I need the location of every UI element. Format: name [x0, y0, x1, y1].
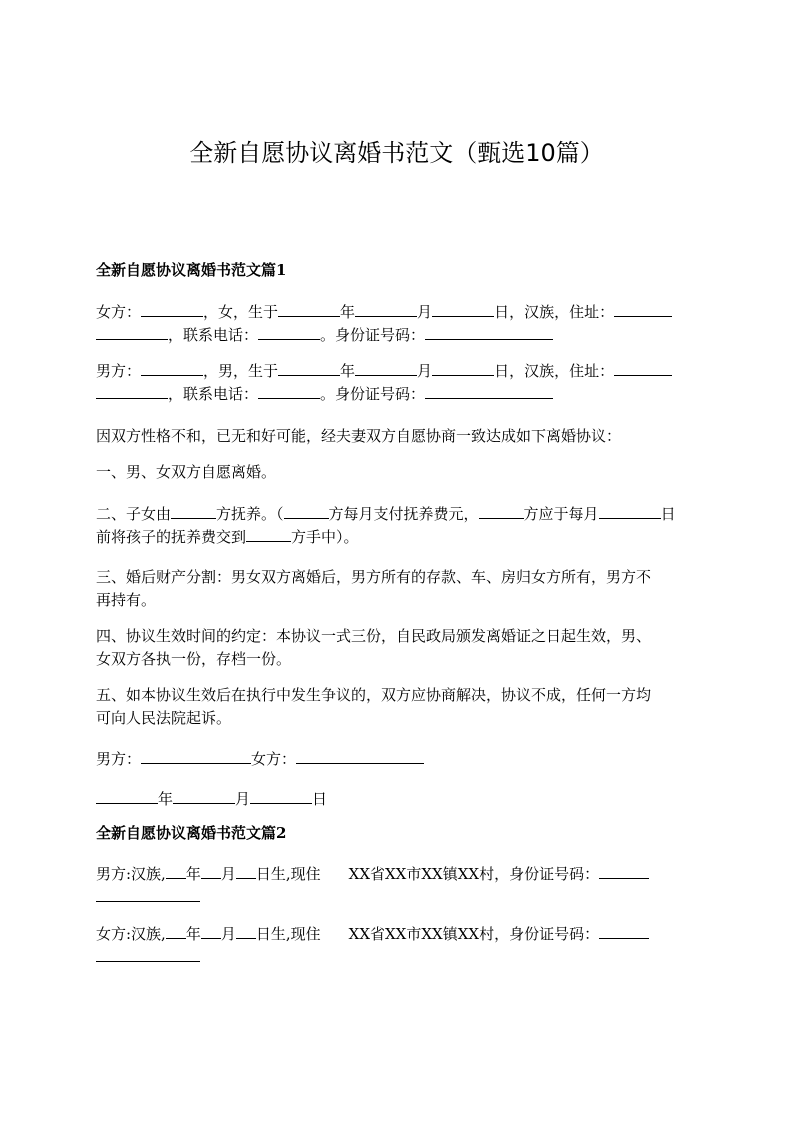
section-heading-1: 全新自愿协议离婚书范文篇1: [96, 261, 287, 279]
male-signature-blank: [141, 748, 251, 764]
female-signature-blank: [296, 748, 424, 764]
date-line: 年 月 日: [96, 788, 327, 810]
male-info-line-2: ，联系电话： 。身份证号码：: [96, 383, 553, 405]
clause-3-line-2: 再持有。: [96, 591, 157, 609]
clause-4-line-1: 四、协议生效时间的约定：本协议一式三份，自民政局颁发离婚证之日起生效，男、: [96, 627, 652, 645]
clause-2-line-1: 二、子女由 方抚养。（ 方每月支付抚养费元， 方应于每月 日: [96, 505, 676, 523]
address-blank-cont: [96, 324, 168, 340]
birth-day-blank: [432, 301, 494, 317]
id-number-blank: [425, 383, 553, 399]
payer-blank: [284, 503, 329, 519]
birth-year-blank: [278, 301, 340, 317]
name-blank: [141, 301, 203, 317]
clause-2-line-2: 前将孩子的抚养费交到 方手中）。: [96, 528, 359, 546]
clause-5-line-2: 可向人民法院起诉。: [96, 709, 232, 727]
id-number-blank: [599, 863, 649, 879]
female-info-line-2: ，联系电话： 。身份证号码：: [96, 324, 553, 346]
birth-year-blank: [278, 360, 340, 376]
birth-day-blank: [432, 360, 494, 376]
female-info-line-1: 女方： ，女，生于 年 月 日，汉族，住址：: [96, 301, 672, 323]
birth-year-blank: [166, 923, 186, 939]
male-info-line-1: 男方： ，男，生于 年 月 日，汉族，住址：: [96, 360, 672, 382]
month-blank: [173, 788, 235, 804]
custody-blank: [171, 503, 216, 519]
male-party-line-2: [96, 886, 200, 908]
document-title: 全新自愿协议离婚书范文（甄选10篇）: [189, 139, 604, 167]
female-party-line-1: 女方:汉族, 年 月 日生,现住 XX省XX市XX镇XX村，身份证号码：: [96, 923, 649, 945]
clause-3-line-1: 三、婚后财产分割：男女双方离婚后，男方所有的存款、车、房归女方所有，男方不: [96, 568, 652, 586]
day-blank: [250, 788, 312, 804]
address-blank: [614, 301, 672, 317]
birth-month-blank: [201, 923, 221, 939]
birth-month-blank: [355, 360, 417, 376]
section-heading-2: 全新自愿协议离婚书范文篇2: [96, 824, 287, 842]
id-number-blank-cont: [96, 886, 200, 902]
birth-day-blank: [236, 923, 256, 939]
phone-blank: [258, 383, 320, 399]
birth-month-blank: [355, 301, 417, 317]
signature-line: 男方： 女方：: [96, 748, 424, 770]
phone-blank: [258, 324, 320, 340]
birth-day-blank: [236, 863, 256, 879]
male-party-line-1: 男方:汉族, 年 月 日生,现住 XX省XX市XX镇XX村，身份证号码：: [96, 863, 649, 885]
clause-4-line-2: 女双方各执一份，存档一份。: [96, 650, 292, 668]
birth-year-blank: [166, 863, 186, 879]
intro-paragraph: 因双方性格不和，已无和好可能，经夫妻双方自愿协商一致达成如下离婚协议：: [96, 427, 622, 445]
id-number-blank-cont: [96, 946, 200, 962]
payer-blank-2: [479, 503, 524, 519]
clause-5-line-1: 五、如本协议生效后在执行中发生争议的，双方应协商解决，协议不成，任何一方均: [96, 686, 652, 704]
female-party-line-2: [96, 946, 200, 968]
id-number-blank: [425, 324, 553, 340]
id-number-blank: [599, 923, 649, 939]
name-blank: [141, 360, 203, 376]
receiver-blank: [246, 526, 291, 542]
birth-month-blank: [201, 863, 221, 879]
clause-1: 一、男、女双方自愿离婚。: [96, 463, 277, 481]
pay-day-blank: [599, 503, 661, 519]
address-blank-cont: [96, 383, 168, 399]
year-blank: [96, 788, 158, 804]
address-blank: [614, 360, 672, 376]
